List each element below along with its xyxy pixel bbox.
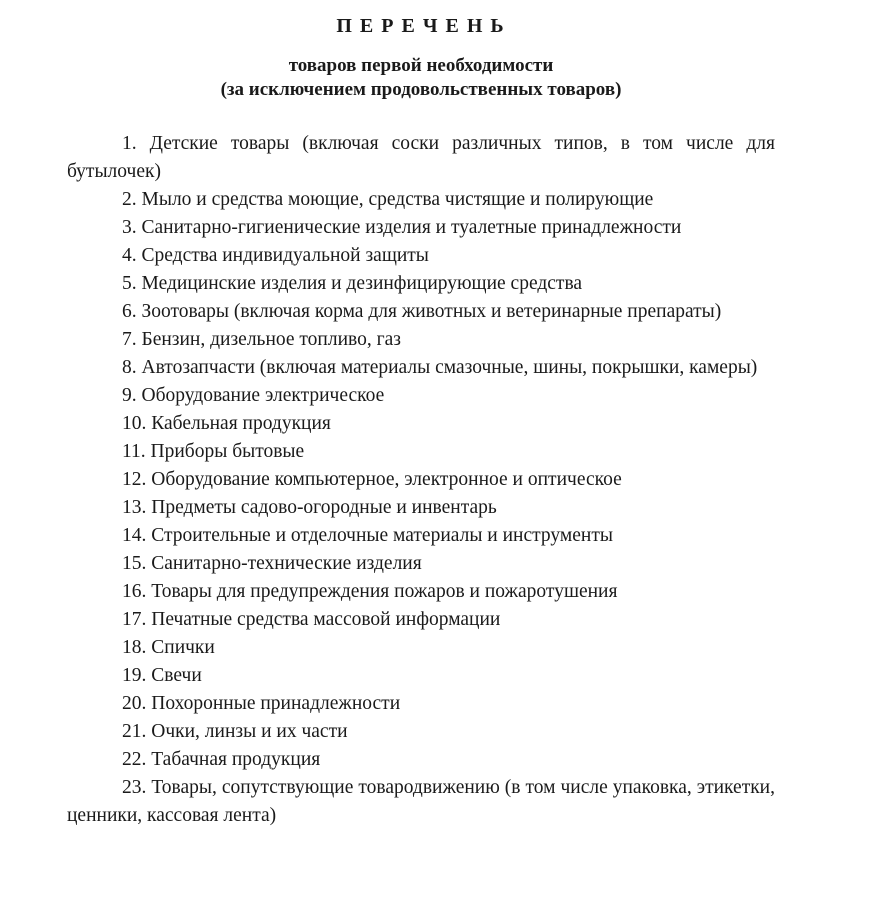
list-item: 17. Печатные средства массовой информации [122,609,501,630]
list-item: 5. Медицинские изделия и дезинфицирующие средства [122,273,583,294]
list-item: 16. Товары для предупреждения пожаров и пожаротушения [122,581,618,602]
list-item: 8. Автозапчасти (включая материалы смазочные, шины, покрышки, камеры) [122,357,758,378]
goods-list [67,130,775,830]
list-item: 13. Предметы садово-огородные и инвентарь [122,497,497,518]
list-item: 14. Строительные и отделочные материалы и инструменты [122,525,613,546]
list-item: 2. Мыло и средства моющие, средства чистящие и полирующие [122,189,654,210]
subtitle-line-1: товаров первой необходимости [288,55,554,76]
list-item: 23. Товары, сопутствующие товародвижению (в том числе упаковка, этикетки, ценники, кассовая лента) [67,777,775,826]
list-item: 19. Свечи [122,665,202,686]
list-item: 20. Похоронные принадлежности [122,693,401,714]
list-item: 6. Зоотовары (включая корма для животных и ветеринарные препараты) [122,301,722,322]
list-item: 9. Оборудование электрическое [122,385,385,406]
list-item: 11. Приборы бытовые [122,441,305,462]
list-item: 22. Табачная продукция [122,749,321,770]
list-item: 12. Оборудование компьютерное, электронное и оптическое [122,469,622,490]
list-item: 1. Детские товары (включая соски различных типов, в том числе для бутылочек) [67,133,775,182]
document-title: ПЕРЕЧЕНЬ [336,15,512,37]
list-item: 21. Очки, линзы и их части [122,721,348,742]
list-item: 7. Бензин, дизельное топливо, газ [122,329,401,350]
list-item: 3. Санитарно-гигиенические изделия и туалетные принадлежности [122,217,682,238]
subtitle-line-2: (за исключением продовольственных товаров) [220,79,622,100]
list-item: 10. Кабельная продукция [122,413,331,434]
list-item: 4. Средства индивидуальной защиты [122,245,429,266]
list-item: 18. Спички [122,637,215,658]
list-item: 15. Санитарно-технические изделия [122,553,422,574]
document-subtitle [67,54,775,102]
